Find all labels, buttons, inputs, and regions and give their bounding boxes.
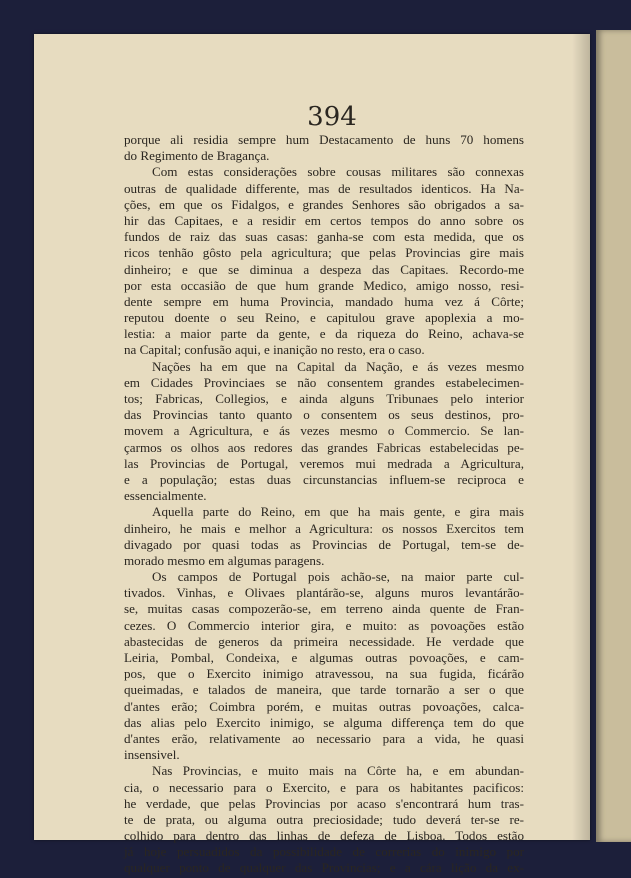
text-line: te de prata, ou alguma outra preciosidade; tudo deverá ter-se re- [124, 811, 524, 827]
text-line: Nações ha em que na Capital da Nação, e ás vezes mesmo [152, 358, 524, 374]
text-line: divagado por quasi todas as Provincias de Portugal, tem-se de- [124, 536, 524, 552]
text-line: e a população; estas duas circunstancias influem-se reciproca e [124, 471, 524, 487]
text-line: las Provincias de Portugal, veremos mui medrada a Agricultura, [124, 455, 524, 471]
text-line: essencialmente. [124, 488, 207, 504]
text-line: Nas Provincias, e muito mais na Côrte ha, e em abundan- [152, 763, 524, 779]
text-line: hir das Capitaes, e a residir em certos tempos do anno sobre os [124, 212, 524, 228]
text-line: tivados. Vinhas, e Olivaes plantárão-se, alguns muros levantárão- [124, 585, 524, 601]
text-line: cia, o necessario para o Exercito, e para os habitantes pacificos: [124, 779, 524, 795]
text-line: dente sempre em huma Provincia, mandado huma vez á Côrte; [124, 293, 524, 309]
text-line: em Cidades Provinciaes se não consentem grandes estabelecimen- [124, 374, 524, 390]
text-line: reputou doente o seu Reino, e capitulou grave apoplexia a mo- [124, 310, 524, 326]
text-line: queimadas, e talados de maneira, que tarde tornarão a ser o que [124, 682, 524, 698]
text-line: se, muitas casas compozerão-se, em terreno ainda quente de Fran- [124, 601, 524, 617]
text-line: das alias pelo Exercito inimigo, se alguma differença tem do que [124, 714, 524, 730]
text-line: tos; Fabricas, Collegios, e ainda alguns Tribunaes pelo interior [124, 391, 524, 406]
text-line: já hoje persuadidos da possibilidade de correrias do inimigo por [124, 844, 524, 860]
body-text [124, 132, 524, 877]
text-line: insensivel. [124, 747, 180, 763]
text-line: cezes. O Commercio interior gira, e muito: as povoações estão [124, 617, 524, 633]
facing-page-edge [596, 30, 631, 842]
text-line: d'antes erão; Coimbra porém, e muitas outras povoações, calca- [124, 698, 524, 714]
text-line: movem a Agricultura, e ás vezes mesmo o Commercio. Se lan- [124, 423, 524, 439]
text-line: colhido para dentro das linhas de defeza de Lisboa. Todos estão [124, 828, 524, 844]
text-line: outras de qualidade differente, mas de resultados identicos. Ha Na- [124, 180, 524, 196]
text-line: do Regimento de Bragança. [124, 148, 270, 164]
text-line: pos, que o Exercito inimigo atravessou, na sua fugida, ficárão [124, 666, 524, 682]
text-line: porque ali residia sempre hum Destacamento de huns 70 homens [124, 132, 524, 147]
text-line: çarmos os olhos aos redores das grandes Fabricas estabelecidas pe- [124, 439, 524, 455]
text-line: ricos tenhão gôsto pela agricultura; que pelas Provincias gire mais [124, 245, 524, 261]
text-line: Os campos de Portugal pois achão-se, na maior parte cul- [152, 569, 524, 585]
text-line: lestia: a maior parte da gente, e da riqueza do Reino, achava-se [124, 326, 524, 342]
text-line: dinheiro; e que se diminua a despeza das Capitaes. Recordo-me [124, 261, 524, 277]
page-shadow [572, 34, 590, 840]
text-line: fundos de raiz das suas casas: ganha-se com esta medida, que os [124, 229, 524, 245]
text-line: ções, em que os Fidalgos, e grandes Senhores são obrigados a sa- [124, 196, 524, 212]
text-line: qualquer ponto de qualquer das Provincias; e a cára lição da ex- [124, 860, 524, 876]
page-number: 394 [307, 102, 357, 132]
text-line: Com estas considerações sobre cousas militares são connexas [152, 164, 524, 180]
text-line: por esta occasião de que hum grande Medico, amigo nosso, resi- [124, 277, 524, 293]
text-line: na Capital; confusão aqui, e inanição no resto, era o caso. [124, 342, 425, 358]
text-line: Leiria, Pombal, Condeixa, e algumas outras povoações, e cam- [124, 650, 524, 665]
text-line: dinheiro, he mais e melhor a Agricultura: os nossos Exercitos tem [124, 520, 524, 536]
text-line: morado mesmo em algumas paragens. [124, 552, 325, 568]
text-line: das Provincias tanto quanto o consentem os seus destinos, pro- [124, 407, 524, 423]
text-line: d'antes erão, relativamente ao necessario para a vida, he quasi [124, 730, 524, 746]
text-line: Aquella parte do Reino, em que ha mais gente, e gira mais [152, 504, 524, 520]
text-line: he verdade, que pelas Provincias por acaso s'encontrará hum tras- [124, 795, 524, 811]
text-line: abastecidas de generos da primeira necessidade. He verdade que [124, 633, 524, 649]
